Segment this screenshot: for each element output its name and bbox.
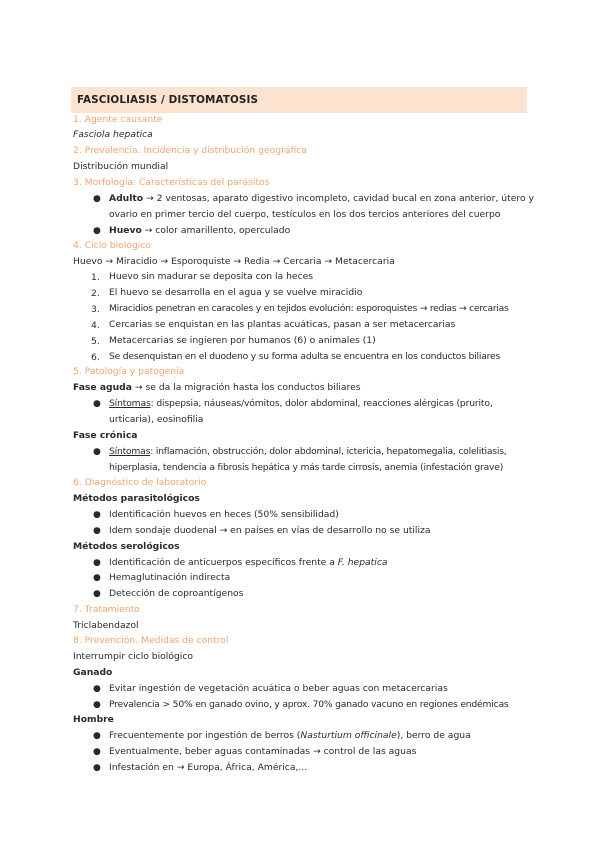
adulto-label: Adulto [109, 193, 144, 204]
step-text: Metacercarias se ingieren por humanos (6) o animales (1) [109, 335, 376, 346]
bullet: ● [93, 747, 101, 757]
bullet: ● [93, 731, 101, 741]
section-6-heading: 6. Diagnóstico de laboratorio [73, 477, 207, 488]
aguda-sintomas-text: : dispepsia, náuseas/vómitos, dolor abdominal, reacciones alérgicas (prurito, [150, 398, 493, 409]
hombre-item: Eventualmente, beber aguas contaminadas → control de las aguas [109, 746, 417, 757]
huevo-item [109, 226, 290, 235]
section-7-heading: 7. Tratamiento [73, 604, 140, 615]
sero-item-text: Identificación de anticuerpos específicos frente a [109, 557, 338, 568]
bullet: ● [93, 763, 101, 773]
bullet: ● [93, 573, 101, 583]
document-title: FASCIOLIASIS / DISTOMATOSIS [77, 94, 259, 106]
bullet: ● [93, 399, 101, 409]
section-7-text: Triclabendazol [73, 620, 139, 631]
bullet: ● [93, 194, 101, 204]
sero-item: Hemaglutinación indirecta [109, 572, 231, 583]
sero-item [109, 558, 388, 567]
adulto-text-cont: ovario en primer tercio del cuerpo, testículos en los dos tercios anteriores del cuerpo [109, 209, 501, 220]
bullet: ● [93, 526, 101, 536]
cronica-sintomas-cont: hiperplasia, tendencia a fibrosis hepática y más tarde cirrosis, anemia (infestación grave) [109, 462, 504, 473]
section-2-text: Distribución mundial [73, 161, 169, 172]
ganado-item: Prevalencia > 50% en ganado ovino, y aprox. 70% ganado vacuno en regiones endémicas [109, 699, 509, 710]
step-number: 5. [91, 336, 100, 347]
section-8-text: Interrumpir ciclo biológico [73, 651, 194, 662]
bullet: ● [93, 700, 101, 710]
parasit-item: Idem sondaje duodenal → en países en vías de desarrollo no se utiliza [109, 525, 431, 536]
fase-aguda-text: → se da la migración hasta los conductos biliares [131, 382, 361, 393]
section-8-heading: 8. Prevención. Medidas de control [73, 635, 229, 646]
aguda-sintomas [109, 399, 493, 408]
hombre-item-text: Frecuentemente por ingestión de berros ( [109, 730, 301, 741]
huevo-text: → color amarillento, operculado [141, 225, 291, 236]
bullet: ● [93, 589, 101, 599]
section-1-heading: 1. Agente causante [73, 114, 163, 125]
aguda-sintomas-cont: urticaria), eosinofilia [109, 414, 204, 425]
step-number: 2. [91, 288, 100, 299]
hombre-item: Infestación en → Europa, África, América,... [109, 762, 308, 773]
bullet: ● [93, 684, 101, 694]
step-number: 4. [91, 320, 100, 331]
sintomas-label: Síntomas [109, 446, 151, 457]
hombre-item [109, 731, 471, 740]
sero-item: Detección de coproantígenos [109, 588, 244, 599]
adulto-item [109, 194, 534, 203]
title-banner [71, 87, 527, 113]
step-text: El huevo se desarrolla en el agua y se vuelve miracidio [109, 287, 363, 298]
metodos-serologicos-label: Métodos serológicos [73, 541, 180, 552]
cycle-flow: Huevo → Miracidio → Esporoquiste → Redia → Cercaria → Metacercaria [73, 256, 395, 267]
step-text: Miracidios penetran en caracoles y en tejidos evolución: esporoquistes → redias → cercarias [109, 303, 509, 314]
step-number: 3. [91, 304, 100, 315]
cronica-sintomas-text: : inflamación, obstrucción, dolor abdominal, ictericia, hepatomegalia, colelitiasis, [150, 446, 507, 457]
cronica-sintomas [109, 447, 507, 456]
bullet: ● [93, 558, 101, 568]
hombre-label: Hombre [73, 714, 114, 725]
step-number: 6. [91, 352, 100, 363]
huevo-label: Huevo [109, 225, 142, 236]
bullet: ● [93, 226, 101, 236]
section-1-text: Fasciola hepatica [73, 129, 153, 140]
section-2-heading: 2. Prevalencia. Incidencia y distribución geográfica [73, 145, 307, 156]
step-text: Huevo sin madurar se deposita con la heces [109, 271, 314, 282]
hombre-item-text-end: ), berro de agua [396, 730, 471, 741]
fase-aguda [73, 383, 361, 392]
sintomas-label: Síntomas [109, 398, 151, 409]
bullet: ● [93, 447, 101, 457]
bullet: ● [93, 510, 101, 520]
hombre-item-species: Nasturtium officinale [300, 730, 397, 741]
section-3-heading: 3. Morfología. Características del parásitos [73, 177, 270, 188]
step-text: Cercarias se enquistan en las plantas acuáticas, pasan a ser metacercarias [109, 319, 456, 330]
step-number: 1. [91, 272, 100, 283]
fase-aguda-label: Fase aguda [73, 382, 132, 393]
parasit-item: Identificación huevos en heces (50% sensibilidad) [109, 509, 339, 520]
section-5-heading: 5. Patología y patogenia [73, 366, 185, 377]
section-4-heading: 4. Ciclo biológico [73, 240, 152, 251]
adulto-text: → 2 ventosas, aparato digestivo incompleto, cavidad bucal en zona anterior, útero y [143, 193, 534, 204]
step-text: Se desenquistan en el duodeno y su forma adulta se encuentra en los conductos biliares [109, 351, 501, 362]
metodos-parasitologicos-label: Métodos parasitológicos [73, 493, 200, 504]
ganado-label: Ganado [73, 667, 113, 678]
ganado-item: Evitar ingestión de vegetación acuática o beber aguas con metacercarias [109, 683, 448, 694]
fase-cronica-label: Fase crónica [73, 430, 138, 441]
sero-item-species: F. hepatica [337, 557, 388, 568]
